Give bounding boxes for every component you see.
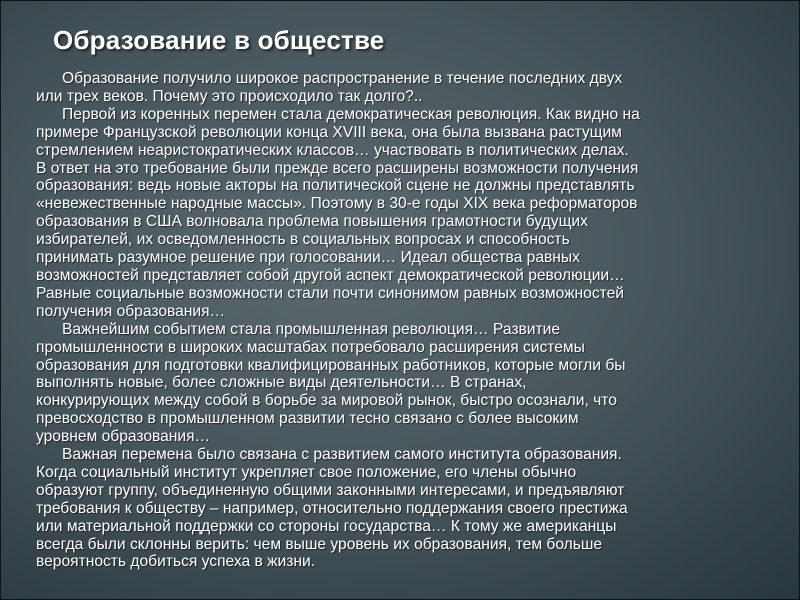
body-line: «невежественные народные массы». Поэтому в 30-е годы XIX века реформаторов [36, 195, 638, 213]
body-line: принимать разумное решение при голосовании… Идеал общества равных [36, 249, 580, 267]
body-line: или трех веков. Почему это происходило так долго?.. [36, 87, 423, 105]
body-line: вероятность добиться успеха в жизни. [36, 553, 316, 571]
body-line: выполнять новые, более сложные виды деятельности… В странах, [36, 374, 527, 392]
slide-body-text [36, 70, 756, 571]
body-line: уровнем образования… [36, 428, 211, 446]
body-line: превосходство в промышленном развитии тесно связано с более высоким [36, 410, 579, 428]
body-line: получения образования… [36, 302, 226, 320]
body-line: Первой из коренных перемен стала демократическая революция. Как видно на [62, 105, 640, 123]
body-line: или материальной поддержки со стороны государства… К тому же американцы [36, 517, 617, 535]
body-line: Важнейшим событием стала промышленная революция… Развитие [62, 320, 560, 338]
body-line: В ответ на это требование были прежде всего расширены возможности получения [36, 159, 639, 177]
body-line: стремлением неаристократических классов… участвовать в политических делах. [36, 141, 629, 159]
body-line: Важная перемена было связана с развитием самого института образования. [62, 446, 622, 464]
body-line: образования для подготовки квалифицированных работников, которые могли бы [36, 356, 626, 374]
body-line: образуют группу, объединенную общими законными интересами, и предъявляют [36, 481, 625, 499]
body-line: избирателей, их осведомленность в социальных вопросах и способность [36, 231, 570, 249]
body-line: образования: ведь новые акторы на политической сцене не должны представлять [36, 177, 635, 195]
body-line: требования к обществу – например, относительно поддержания своего престижа [36, 499, 628, 517]
body-line: промышленности в широких масштабах потребовало расширения системы [36, 338, 585, 356]
body-line: конкурирующих между собой в борьбе за мировой рынок, быстро осознали, что [36, 392, 617, 410]
body-line: Равные социальные возможности стали почти синонимом равных возможностей [36, 284, 624, 302]
body-line: всегда были склонны верить: чем выше уровень их образования, тем больше [36, 535, 603, 553]
body-line: возможностей представляет собой другой аспект демократической революции… [36, 266, 625, 284]
body-line: Образование получило широкое распространение в течение последних двух [62, 70, 623, 87]
body-line: образования в США волновала проблема повышения грамотности будущих [36, 213, 588, 231]
body-line: примере Французской революции конца XVIII века, она была вызвана растущим [36, 123, 622, 141]
body-line: Когда социальный институт укрепляет свое положение, его члены обычно [36, 463, 577, 481]
slide-title: Образование в обществе [53, 25, 385, 55]
